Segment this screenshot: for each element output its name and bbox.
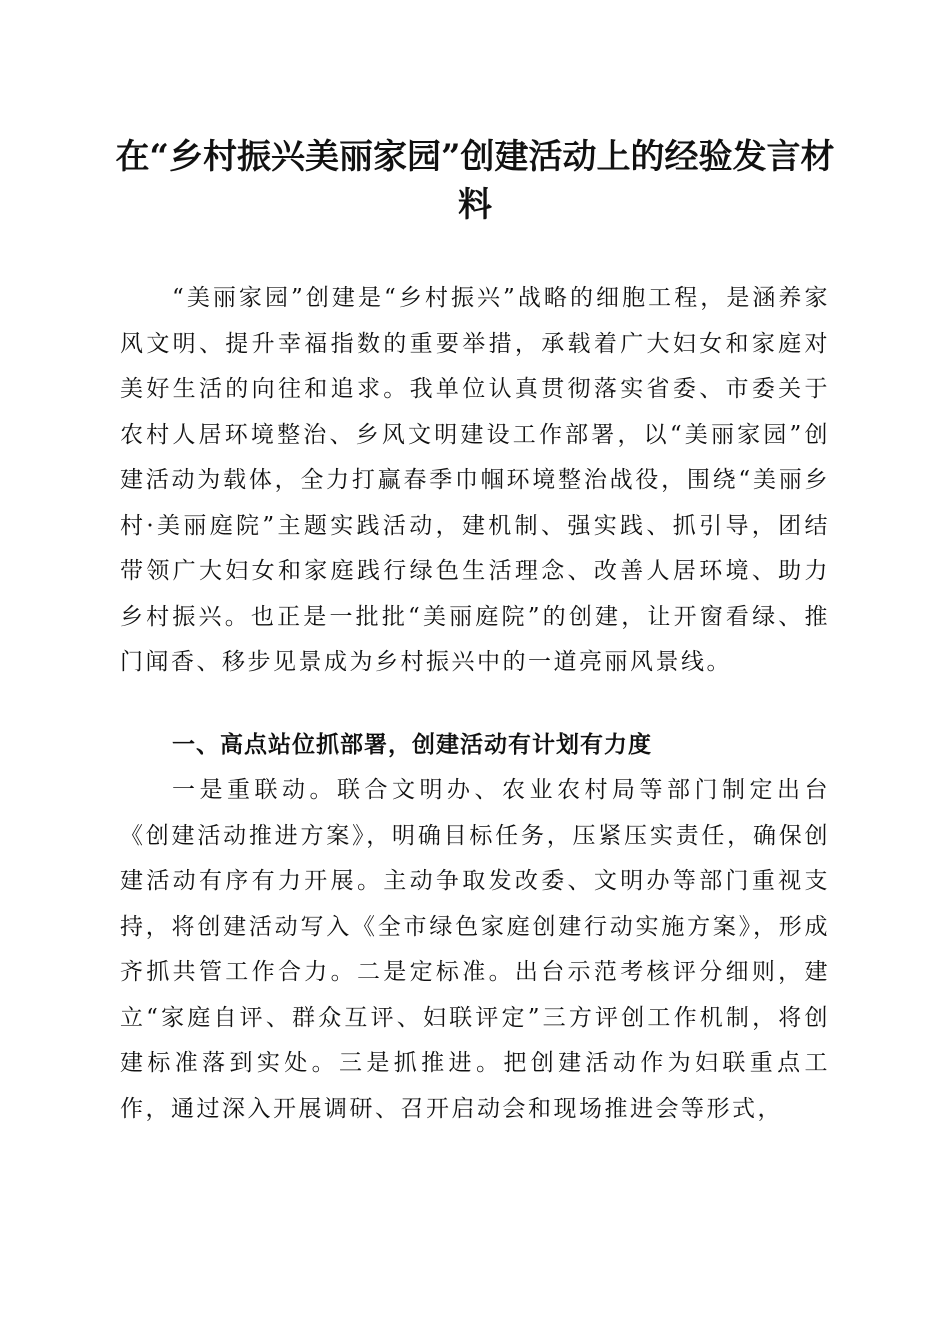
intro-paragraph: “美丽家园”创建是“乡村振兴”战略的细胞工程，是涵养家风文明、提升幸福指数的重要举措，承载着广大妇女和家庭对美好生活的向往和追求。我单位认真贯彻落实省委、市委关于农村人居环境整治、乡风文明建设工作部署，以“美丽家园”创建活动为载体，全力打赢春季巾帼环境整治战役，围绕“美丽乡村·美丽庭院”主题实践活动，建机制、强实践、抓引导，团结带领广大妇女和家庭践行绿色生活理念、改善人居环境、助力乡村振兴。也正是一批批“美丽庭院”的创建，让开窗看绿、推门闻香、移步见景成为乡村振兴中的一道亮丽风景线。 [120, 285, 830, 675]
section-1-body [120, 768, 830, 1132]
section-1-heading: 一、高点站位抓部署，创建活动有计划有力度 [172, 732, 652, 758]
section-1-paragraph: 一是重联动。联合文明办、农业农村局等部门制定出台《创建活动推进方案》，明确目标任务，压紧压实责任，确保创建活动有序有力开展。主动争取发改委、文明办等部门重视支持，将创建活动写入《全市绿色家庭创建行动实施方案》，形成齐抓共管工作合力。二是定标准。出台示范考核评分细则，建立“家庭自评、群众互评、妇联评定”三方评创工作机制，将创建标准落到实处。三是抓推进。把创建活动作为妇联重点工作，通过深入开展调研、召开启动会和现场推进会等形式， [120, 777, 830, 1122]
document-title: 在“乡村振兴美丽家园”创建活动上的经验发言材料 [115, 137, 835, 225]
